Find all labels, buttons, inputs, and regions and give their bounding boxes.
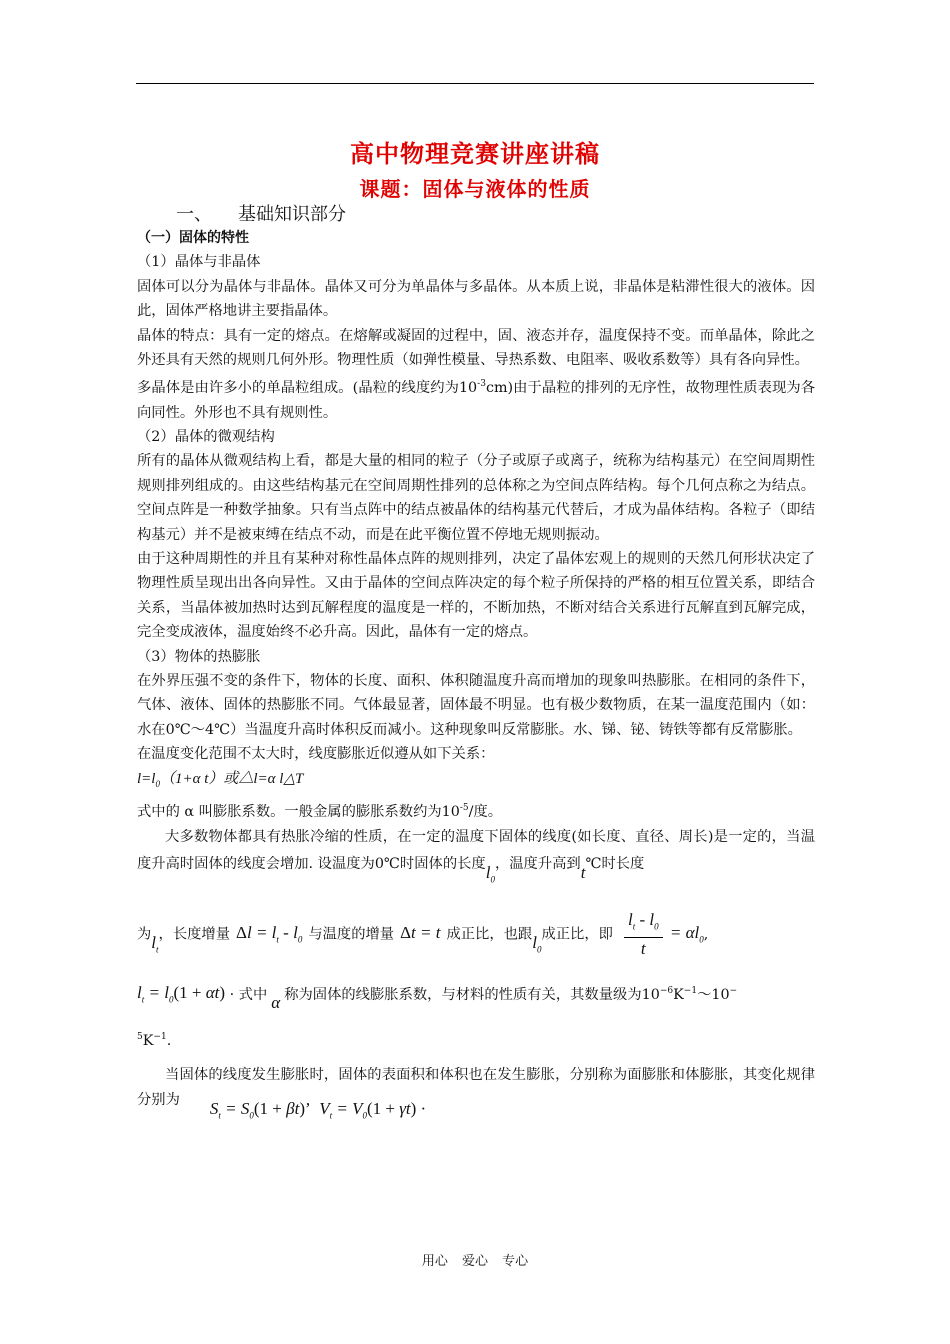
formula-delta-t: Δt = t — [400, 923, 441, 943]
topic-heading: （3）物体的热膨胀 — [137, 648, 261, 665]
topic-heading: （2）晶体的微观结构 — [137, 429, 275, 446]
section-heading — [176, 200, 346, 226]
paragraph: 固体可以分为晶体与非晶体。晶体又可分为单晶体与多晶体。从本质上说，非晶体是粘滞性很大的液体。因此，固体严格地讲主要指晶体。 — [137, 278, 815, 320]
formula-t: t — [580, 863, 586, 883]
document-body — [137, 226, 815, 1121]
page-subtitle: 课题：固体与液体的性质 — [359, 177, 591, 201]
paragraph: $^5K^{-1}$. — [137, 1031, 172, 1049]
paragraph: 多晶体是由许多小的单晶粒组成。(晶粒的线度约为$10^{-3}cm$)由于晶粒的排列的无序性，故物理性质表现为各向同性。外形也不具有规则性。 — [137, 379, 815, 421]
page-title: 高中物理竞赛讲座讲稿 — [350, 140, 600, 168]
paragraph: 在外界压强不变的条件下，物体的长度、面积、体积随温度升高而增加的现象叫热膨胀。在相同的条件下，气体、液体、固体的热膨胀不同。气体最显著，固体最不明显。也有极少数物质，在某一温度范围内（如：水在0℃～4℃）当温度升高时体积反而减小。这种现象叫反常膨胀。水、锑、铋、铸铁等都有反常膨胀。 — [137, 673, 815, 738]
paragraph: 为$l_t$，长度增量 $\Delta l = l_t - l_0$ 与温度的增量 Δt = t 成正比，也跟$l_0$成正比，即 $\frac{l_t - l_0}{t}$ = $\alpha l_0$, — [137, 909, 709, 959]
section-title: 基础知识部分 — [238, 204, 346, 225]
formula-expansion: $l=l_0(1+\alpha$ t）或△l=α l△T — [137, 770, 304, 789]
formula-delta-l: $\Delta l = l_t - l_0$ — [236, 923, 303, 945]
paragraph: $l_t = l_0(1 + \alpha t)$ · 式中 α 称为固体的线膨胀系数，与材料的性质有关，其数量级为$10^{-6}K^{-1}\sim 10^-$ — [137, 983, 738, 1013]
section-number: 一、 — [176, 204, 212, 225]
formula-l0: $l_0$ — [485, 863, 495, 885]
paragraph: 式中的 α 叫膨胀系数。一般金属的膨胀系数约为$10^{-5}/$度。 — [137, 803, 503, 820]
formula-area-volume: $S_t = S_0(1 + \beta t)$’ $V_t = V_0(1 + \gamma t)$ · — [209, 1099, 427, 1121]
formula-ratio: $\frac{l_t - l_0}{t}$ = $\alpha l_0$ — [621, 923, 704, 942]
topic-heading: （1）晶体与非晶体 — [137, 254, 261, 271]
paragraph: 由于这种周期性的并且有某种对称性晶体点阵的规则排列，决定了晶体宏观上的规则的天然几何形状决定了物理性质呈现出出各向异性。又由于晶体的空间点阵决定的每个粒子所保持的严格的相互位置关系，即结合关系，当晶体被加热时达到瓦解程度的温度是一样的，不断加热，不断对结合关系进行瓦解直到瓦解完成，完全变成液体，温度始终不必升高。因此，晶体有一定的熔点。 — [137, 551, 815, 641]
paragraph: 晶体的特点：具有一定的熔点。在熔解或凝固的过程中，固、液态并存，温度保持不变。而单晶体，除此之外还具有天然的规则几何外形。物理性质（如弹性模量、导热系数、电阻率、吸收系数等）具有各向异性。 — [137, 327, 815, 369]
paragraph: 当固体的线度发生膨胀时，固体的表面积和体积也在发生膨胀，分别称为面膨胀和体膨胀，其变化规律分别为 $S_t = S_0(1 + \beta t)$’ $V_t = V_0(1 + \gamma t)$ · — [137, 1066, 815, 1121]
formula-l0: $l_0$ — [532, 933, 542, 955]
formula-alpha: α — [271, 993, 281, 1013]
header-rule — [136, 83, 814, 84]
formula-lt: $l_t$ — [151, 933, 159, 955]
page-footer: 用心 爱心 专心 — [421, 1254, 529, 1269]
subsection-heading: （一）固体的特性 — [137, 230, 249, 246]
paragraph: 在温度变化范围不太大时，线度膨胀近似遵从如下关系： — [137, 746, 495, 763]
paragraph: 所有的晶体从微观结构上看，都是大量的相同的粒子（分子或原子或离子，统称为结构基元）在空间周期性规则排列组成的。由这些结构基元在空间周期性排列的总体称之为空间点阵结构。每个几何点称之为结点。空间点阵是一种数学抽象。只有当点阵中的结点被晶体的结构基元代替后，才成为晶体结构。各粒子（即结构基元）并不是被束缚在结点不动，而是在此平衡位置不停地无规则振动。 — [137, 453, 815, 543]
formula-linear-expansion: $l_t = l_0(1 + \alpha t)$ — [137, 983, 226, 1005]
paragraph: 大多数物体都具有热胀冷缩的性质，在一定的温度下固体的线度(如长度、直径、周长)是一定的，当温度升高时固体的线度会增加. 设温度为0℃时固体的长度$l_0$，温度升高到t℃时长度 — [137, 829, 815, 885]
